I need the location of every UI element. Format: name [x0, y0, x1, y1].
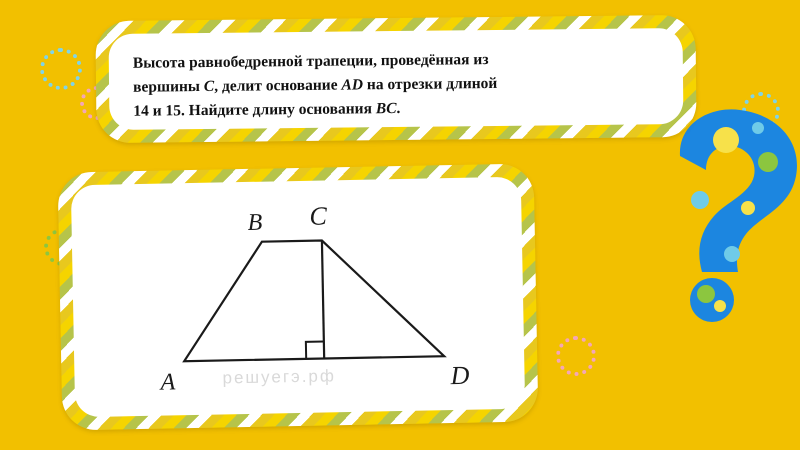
label-B: B — [247, 209, 263, 236]
problem-statement-inner — [109, 28, 684, 130]
dotted-ring-blue-right — [742, 92, 780, 130]
problem-line2-part3: на отрезки длиной — [362, 74, 498, 94]
problem-statement-frame — [95, 15, 696, 143]
dotted-ring-pink-bottom — [556, 336, 596, 376]
problem-line3-part2: . — [396, 99, 401, 118]
watermark-text: решуегэ.рф — [222, 366, 337, 388]
base-bc-italic: BC — [375, 100, 397, 118]
base-ad-italic: AD — [341, 76, 364, 94]
vertex-c-italic: C — [203, 77, 215, 96]
label-A: A — [160, 369, 176, 396]
dotted-ring-blue-top-left — [40, 48, 82, 90]
figure-inner — [71, 177, 525, 418]
problem-line2-part2: , делит основание — [214, 76, 342, 95]
problem-line1: Высота равнобедренной трапеции, проведённая из — [132, 51, 489, 72]
problem-text — [133, 46, 666, 124]
problem-line2-part1: вершины — [132, 78, 204, 96]
label-D: D — [450, 360, 470, 391]
problem-line3-part1: 14 и 15. Найдите длину основания — [133, 100, 376, 120]
figure-frame — [58, 163, 539, 430]
label-C: C — [309, 201, 328, 231]
